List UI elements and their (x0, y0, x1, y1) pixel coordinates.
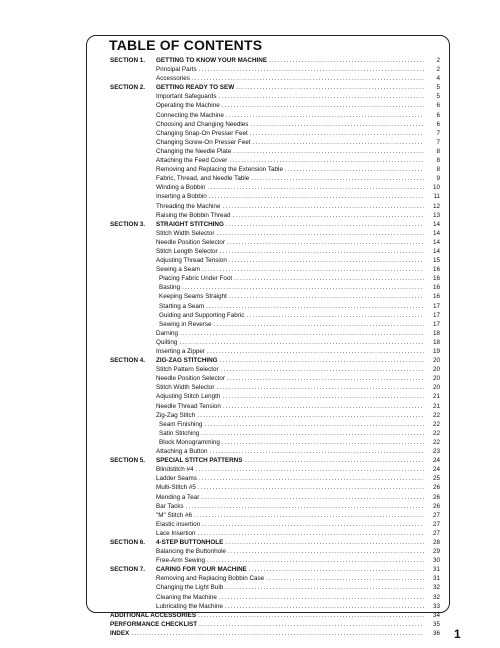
entry-label: Keeping Seams Straight (159, 293, 227, 301)
entry-label: Guiding and Supporting Fabric (159, 311, 245, 319)
dot-leader (198, 483, 424, 492)
toc-entry (110, 483, 440, 492)
entry-label: Zig-Zag Stitch (156, 411, 196, 419)
entry-page-number: 20 (432, 366, 440, 374)
dot-leader (227, 374, 424, 383)
toc-entry (110, 502, 440, 511)
toc-entry (110, 311, 440, 320)
dot-leader (221, 365, 424, 374)
dot-leader (228, 547, 424, 556)
entry-label: Placing Fabric Under Foot (159, 275, 233, 283)
entry-label: Principal Parts (156, 66, 197, 74)
dot-leader (199, 620, 424, 629)
entry-label: Removing and Replacing Bobbin Case (156, 575, 265, 583)
toc-entry (110, 456, 440, 465)
entry-label: STRAIGHT STITCHING (156, 220, 224, 228)
entry-page-number: 20 (432, 357, 440, 365)
entry-label: 4-STEP BUTTONHOLE (156, 538, 224, 546)
toc-entry (110, 611, 440, 620)
page-number: 1 (454, 627, 461, 641)
entry-page-number: 14 (432, 247, 440, 255)
toc-entry (110, 511, 440, 520)
toc-entry (110, 465, 440, 474)
entry-page-number: 18 (432, 338, 440, 346)
toc-entry (110, 629, 440, 638)
dot-leader (131, 629, 424, 638)
toc-entry (110, 192, 440, 201)
dot-leader (250, 129, 424, 138)
dot-leader (220, 247, 424, 256)
toc-entry (110, 120, 440, 129)
toc-entry (110, 238, 440, 247)
toc-entry (110, 129, 440, 138)
toc-entry (110, 538, 440, 547)
entry-page-number: 27 (432, 520, 440, 528)
dot-leader (253, 138, 425, 147)
dot-leader (197, 411, 424, 420)
entry-page-number: 14 (432, 229, 440, 237)
entry-page-number: 24 (432, 466, 440, 474)
toc-entry (110, 156, 440, 165)
dot-leader (285, 165, 424, 174)
entry-page-number: 7 (436, 138, 440, 146)
dot-leader (194, 511, 424, 520)
entry-label: Winding a Bobbin (156, 184, 206, 192)
dot-leader (225, 602, 424, 611)
entry-label: ZIG-ZAG STITCHING (156, 357, 218, 365)
entry-label: Choosing and Changing Needles (156, 120, 249, 128)
entry-page-number: 20 (432, 375, 440, 383)
dot-leader (198, 529, 424, 538)
dot-leader (233, 147, 424, 156)
entry-label: CARING FOR YOUR MACHINE (156, 566, 247, 574)
entry-page-number: 21 (432, 393, 440, 401)
entry-page-number: 2 (436, 57, 440, 64)
entry-page-number: 7 (436, 129, 440, 137)
entry-page-number: 27 (432, 511, 440, 519)
entry-label: Important Safeguards (156, 93, 217, 101)
dot-leader (202, 265, 424, 274)
dot-leader (223, 402, 424, 411)
entry-page-number: 5 (436, 93, 440, 101)
entry-label: Connecting the Machine (156, 111, 224, 119)
entry-label: Needle Position Selector (156, 375, 225, 383)
entry-page-number: 6 (436, 120, 440, 128)
entry-page-number: 35 (432, 620, 440, 628)
dot-leader (207, 347, 424, 356)
entry-label: Inserting a Bobbin (156, 193, 207, 201)
dot-leader (234, 274, 424, 283)
entry-label: Fabric, Thread, and Needle Table (156, 175, 250, 183)
dot-leader (226, 220, 424, 229)
entry-page-number: 8 (436, 157, 440, 165)
dot-leader (229, 156, 424, 165)
dot-leader (222, 101, 424, 110)
entry-page-number: 26 (432, 502, 440, 510)
dot-leader (219, 92, 424, 101)
entry-label: Operating the Machine (156, 102, 220, 110)
entry-label: Needle Position Selector (156, 238, 225, 246)
toc-entry (110, 183, 440, 192)
toc-entry (110, 265, 440, 274)
entry-page-number: 17 (432, 302, 440, 310)
entry-label: Removing and Replacing the Extension Table (156, 166, 283, 174)
entry-label: Needle Thread Tension (156, 402, 221, 410)
toc-entry (110, 320, 440, 329)
dot-leader (180, 329, 424, 338)
dot-leader (186, 502, 424, 511)
entry-page-number: 32 (432, 584, 440, 592)
toc-entry (110, 283, 440, 292)
entry-page-number: 29 (432, 548, 440, 556)
entry-page-number: 5 (436, 84, 440, 92)
entry-label: Changing Screw-On Presser Feet (156, 138, 251, 146)
entry-page-number: 22 (432, 429, 440, 437)
entry-label: Adjusting Stitch Length (156, 393, 221, 401)
toc-entry (110, 374, 440, 383)
toc-entry (110, 65, 440, 74)
dot-leader (250, 120, 424, 129)
entry-page-number: 26 (432, 493, 440, 501)
dot-leader (222, 392, 424, 401)
entry-page-number: 33 (432, 602, 440, 610)
toc-entry (110, 256, 440, 265)
entry-label: Satin Stitching (159, 429, 200, 437)
entry-label: Lace Insertion (156, 529, 196, 537)
dot-leader (251, 174, 424, 183)
dot-leader (216, 229, 424, 238)
entry-page-number: 16 (432, 275, 440, 283)
entry-label: Balancing the Buttonhole (156, 548, 227, 556)
section-number: SECTION 3. (110, 220, 145, 228)
entry-page-number: 8 (436, 147, 440, 155)
dot-leader (246, 311, 424, 320)
entry-page-number: 22 (432, 411, 440, 419)
toc-entry (110, 220, 440, 229)
dot-leader (198, 611, 424, 620)
entry-label: Seam Finishing (159, 420, 203, 428)
dot-leader (192, 74, 424, 83)
dot-leader (209, 192, 424, 201)
dot-leader (229, 292, 424, 301)
toc-entry (110, 402, 440, 411)
dot-leader (225, 538, 424, 547)
entry-label: Lubricating the Machine (156, 602, 223, 610)
entry-label: SPECIAL STITCH PATTERNS (156, 457, 243, 465)
toc-entry (110, 438, 440, 447)
dot-leader (207, 556, 424, 565)
toc-entry (110, 493, 440, 502)
entry-label: Sewing a Seam (156, 266, 201, 274)
entry-page-number: 34 (432, 611, 440, 619)
entry-page-number: 30 (432, 557, 440, 565)
entry-label: Attaching the Feed Cover (156, 157, 228, 165)
toc-entry (110, 529, 440, 538)
toc-entry (110, 174, 440, 183)
entry-label: Stitch Width Selector (156, 384, 215, 392)
toc-entry (110, 292, 440, 301)
entry-page-number: 23 (432, 448, 440, 456)
entry-page-number: 10 (432, 184, 440, 192)
entry-label: Attaching a Button (156, 448, 208, 456)
dot-leader (266, 574, 424, 583)
toc-entry (110, 392, 440, 401)
entry-label: Raising the Bobbin Thread (156, 211, 231, 219)
toc-entry (110, 574, 440, 583)
entry-label: Changing the Needle Plate (156, 147, 232, 155)
dot-leader (220, 356, 424, 365)
entry-label: Darning (156, 329, 179, 337)
entry-page-number: 12 (432, 202, 440, 210)
entry-page-number: 22 (432, 420, 440, 428)
toc-entry (110, 565, 440, 574)
dot-leader (269, 56, 424, 65)
toc-entry (110, 474, 440, 483)
toc-entry (110, 101, 440, 110)
dot-leader (244, 456, 424, 465)
entry-page-number: 20 (432, 384, 440, 392)
entry-page-number: 6 (436, 111, 440, 119)
entry-page-number: 28 (432, 538, 440, 546)
entry-label: Blindstitch #4 (156, 466, 194, 474)
dot-leader (199, 65, 424, 74)
entry-page-number: 22 (432, 438, 440, 446)
entry-label: Free-Arm Sewing (156, 557, 205, 565)
entry-label: Stitch Pattern Selector (156, 366, 219, 374)
dot-leader (214, 320, 425, 329)
dot-leader (206, 302, 424, 311)
entry-label: Block Monogramming (159, 438, 220, 446)
section-number: SECTION 6. (110, 538, 145, 546)
dot-leader (201, 429, 424, 438)
entry-label: Bar Tacks (156, 502, 184, 510)
entry-page-number: 8 (436, 166, 440, 174)
entry-label: Stitch Width Selector (156, 229, 215, 237)
toc-entry (110, 229, 440, 238)
entry-label: "M" Stitch #6 (156, 511, 192, 519)
entry-page-number: 9 (436, 175, 440, 183)
toc-entry (110, 593, 440, 602)
entry-page-number: 27 (432, 529, 440, 537)
entry-page-number: 16 (432, 266, 440, 274)
dot-leader (249, 565, 424, 574)
section-number: SECTION 5. (110, 457, 145, 465)
entry-label: INDEX (110, 629, 130, 637)
entry-page-number: 32 (432, 593, 440, 601)
toc-entry (110, 165, 440, 174)
entry-page-number: 24 (432, 457, 440, 465)
toc-entry (110, 520, 440, 529)
dot-leader (229, 256, 424, 265)
entry-page-number: 25 (432, 475, 440, 483)
toc-entry (110, 620, 440, 629)
toc-entry (110, 347, 440, 356)
toc-entry (110, 447, 440, 456)
entry-label: Starting a Seam (159, 302, 205, 310)
entry-label: Adjusting Thread Tension (156, 257, 227, 265)
entry-page-number: 4 (436, 75, 440, 83)
dot-leader (216, 383, 424, 392)
toc-entry (110, 429, 440, 438)
section-number: SECTION 2. (110, 84, 145, 92)
toc-entry (110, 83, 440, 92)
entry-page-number: 31 (432, 575, 440, 583)
toc-list (110, 56, 440, 638)
toc-entry (110, 602, 440, 611)
entry-page-number: 31 (432, 566, 440, 574)
dot-leader (219, 593, 424, 602)
entry-label: Basting (159, 284, 181, 292)
entry-label: Accessories (156, 75, 190, 83)
toc-entry (110, 111, 440, 120)
toc-entry (110, 365, 440, 374)
entry-label: Stitch Length Selector (156, 247, 218, 255)
toc-entry (110, 202, 440, 211)
entry-page-number: 21 (432, 402, 440, 410)
toc-entry (110, 547, 440, 556)
dot-leader (225, 583, 424, 592)
entry-label: Multi-Stitch #5 (156, 484, 196, 492)
toc-entry (110, 383, 440, 392)
section-number: SECTION 4. (110, 357, 145, 365)
entry-label: Changing the Light Bulb (156, 584, 224, 592)
toc-entry (110, 211, 440, 220)
entry-page-number: 26 (432, 484, 440, 492)
dot-leader (182, 283, 424, 292)
entry-page-number: 14 (432, 238, 440, 246)
entry-page-number: 6 (436, 102, 440, 110)
entry-label: PERFORMANCE CHECKLIST (110, 620, 198, 628)
toc-entry (110, 356, 440, 365)
entry-page-number: 13 (432, 211, 440, 219)
dot-leader (199, 474, 424, 483)
toc-entry (110, 556, 440, 565)
dot-leader (202, 520, 424, 529)
entry-label: ADDITIONAL ACCESSORIES (110, 611, 197, 619)
entry-label: Cleaning the Machine (156, 593, 217, 601)
dot-leader (209, 447, 424, 456)
entry-page-number: 18 (432, 329, 440, 337)
dot-leader (195, 465, 424, 474)
dot-leader (227, 238, 424, 247)
dot-leader (232, 211, 424, 220)
entry-page-number: 36 (432, 629, 440, 637)
toc-entry (110, 420, 440, 429)
entry-page-number: 16 (432, 284, 440, 292)
entry-label: GETTING READY TO SEW (156, 84, 235, 92)
section-number: SECTION 7. (110, 566, 145, 574)
entry-label: Ladder Seams (156, 475, 197, 483)
dot-leader (222, 202, 424, 211)
toc-entry (110, 329, 440, 338)
entry-label: Quilting (156, 338, 178, 346)
toc-entry (110, 338, 440, 347)
toc-entry (110, 74, 440, 83)
entry-page-number: 19 (432, 348, 440, 355)
entry-label: Mending a Tear (156, 493, 200, 501)
toc-entry (110, 274, 440, 283)
entry-page-number: 2 (436, 66, 440, 74)
dot-leader (201, 493, 424, 502)
entry-page-number: 11 (433, 193, 440, 201)
page-title: TABLE OF CONTENTS (109, 37, 263, 53)
section-number: SECTION 1. (110, 57, 145, 64)
toc-entry (110, 302, 440, 311)
entry-page-number: 17 (432, 311, 440, 319)
toc-entry (110, 147, 440, 156)
entry-label: Threading the Machine (156, 202, 221, 210)
entry-label: GETTING TO KNOW YOUR MACHINE (156, 57, 268, 64)
dot-leader (222, 438, 424, 447)
dot-leader (236, 83, 424, 92)
entry-page-number: 17 (432, 320, 440, 328)
entry-label: Elastic insertion (156, 520, 201, 528)
toc-entry (110, 247, 440, 256)
toc-entry (110, 411, 440, 420)
toc-entry (110, 583, 440, 592)
entry-page-number: 16 (432, 293, 440, 301)
toc-entry (110, 92, 440, 101)
dot-leader (204, 420, 424, 429)
entry-label: Inserting a Zipper (156, 348, 206, 355)
entry-label: Sewing in Reverse (159, 320, 212, 328)
toc-entry (110, 138, 440, 147)
entry-page-number: 15 (432, 257, 440, 265)
entry-label: Changing Snap-On Presser Feet (156, 129, 248, 137)
entry-page-number: 14 (432, 220, 440, 228)
toc-entry (110, 56, 440, 65)
dot-leader (207, 183, 424, 192)
dot-leader (179, 338, 424, 347)
dot-leader (226, 111, 424, 120)
